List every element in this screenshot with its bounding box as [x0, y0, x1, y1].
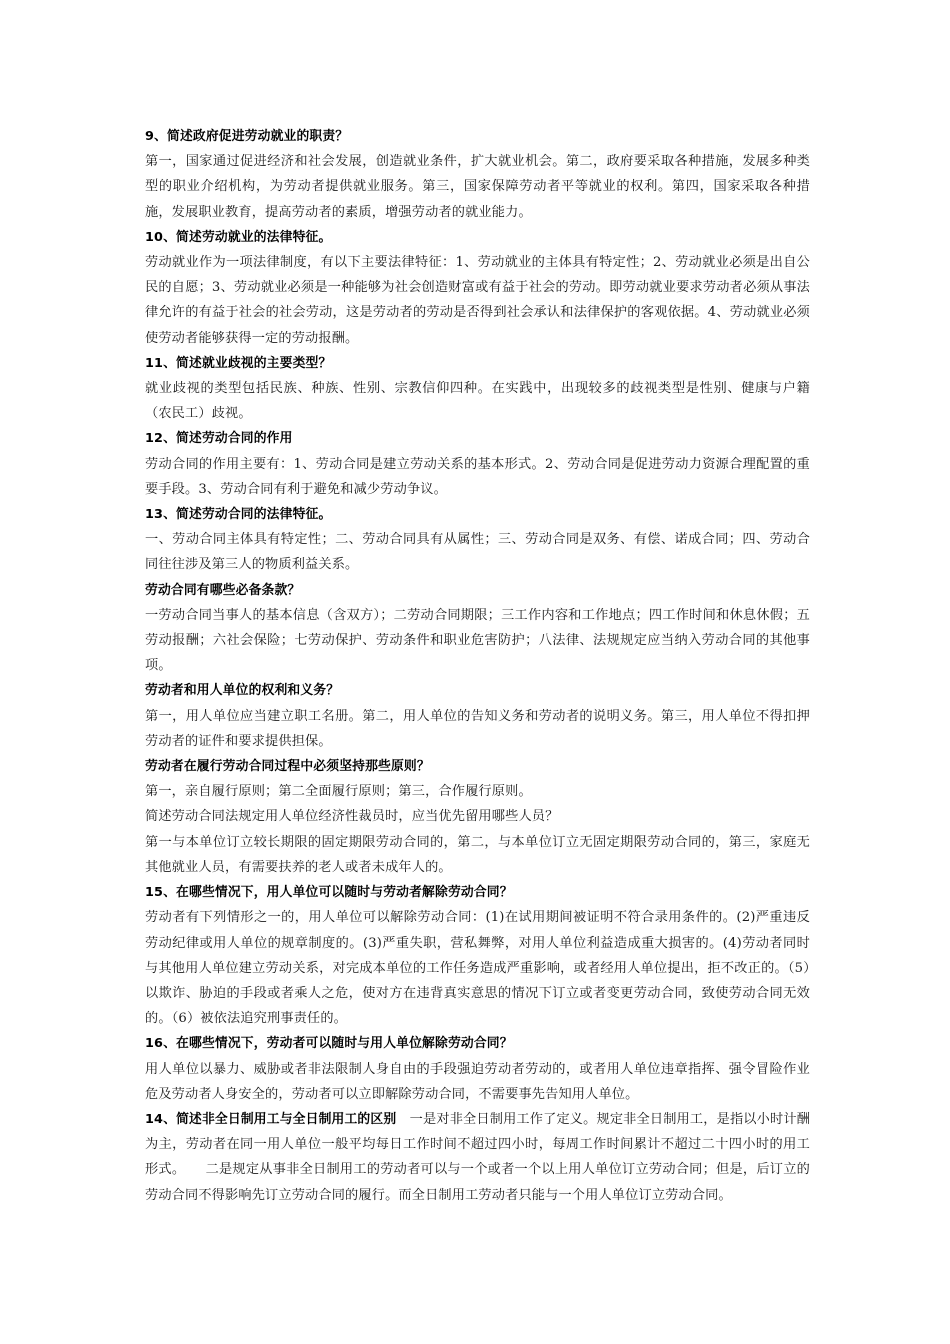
section-heading-16: 16、在哪些情况下，劳动者可以随时与用人单位解除劳动合同？: [145, 1036, 513, 1052]
section-subquestion-layoffs: 简述劳动合同法规定用人单位经济性裁员时，应当优先留用哪些人员？: [145, 809, 559, 825]
section-heading-9: 9、简述政府促进劳动就业的职责？: [145, 129, 349, 144]
section-heading-principles: 劳动者在履行劳动合同过程中必须坚持那些原则？: [145, 759, 430, 775]
section-14: [145, 1107, 810, 1208]
section-body-layoffs: 第一与本单位订立较长期限的固定期限劳动合同的，第二，与本单位订立无固定期限劳动合同的，第三，家庭无其他就业人员，有需要扶养的老人或者未成年人的。: [145, 834, 810, 875]
section-body-16: 用人单位以暴力、威胁或者非法限制人身自由的手段强迫劳动者劳动的，或者用人单位违章指挥、强令冒险作业危及劳动者人身安全的，劳动者可以立即解除劳动合同，不需要事先告知用人单位。: [145, 1061, 810, 1102]
section-heading-required-clauses: 劳动合同有哪些必备条款？: [145, 582, 301, 598]
section-heading-13: 13、简述劳动合同的法律特征。: [145, 507, 332, 523]
section-heading-11: 11、简述就业歧视的主要类型？: [145, 355, 332, 371]
section-body-rights-duties: 第一，用人单位应当建立职工名册。第二，用人单位的告知义务和劳动者的说明义务。第三，用人单位不得扣押劳动者的证件和要求提供担保。: [145, 708, 810, 749]
section-heading-10: 10、简述劳动就业的法律特征。: [145, 229, 332, 245]
section-body-14: 一是对非全日制用工作了定义。规定非全日制用工，是指以小时计酬为主，劳动者在同一用人单位一般平均每日工作时间不超过四小时，每周工作时间累计不超过二十四小时的用工形式。 二是规定从事非全日制用工的劳动者可以与一个或者一个以上用人单位订立劳动合同；但是，后订立的劳动合同不得影响先订立劳动合同的履行。而全日制用工劳动者只能与一个用人单位订立劳动合同。: [145, 1111, 811, 1203]
section-body-principles: 第一，亲自履行原则；第二全面履行原则；第三，合作履行原则。: [145, 784, 532, 800]
section-heading-rights-duties: 劳动者和用人单位的权利和义务？: [145, 683, 340, 699]
section-heading-15: 15、在哪些情况下，用人单位可以随时与劳动者解除劳动合同？: [145, 885, 513, 901]
section-body-13: 一、劳动合同主体具有特定性；二、劳动合同具有从属性；三、劳动合同是双务、有偿、诺成合同；四、劳动合同往往涉及第三人的物质利益关系。: [145, 532, 810, 573]
section-body-10: 劳动就业作为一项法律制度，有以下主要法律特征：1、劳动就业的主体具有特定性；2、劳动就业必须是出自公民的自愿；3、劳动就业必须是一种能够为社会创造财富或有益于社会的劳动。即劳动就业要求劳动者必须从事法律允许的有益于社会的社会劳动，这是劳动者的劳动是否得到社会承认和法律保护的客观依据。4、劳动就业必须使劳动者能够获得一定的劳动报酬。: [145, 255, 810, 346]
section-body-required-clauses: 一劳动合同当事人的基本信息（含双方）；二劳动合同期限；三工作内容和工作地点；四工作时间和休息休假；五劳动报酬；六社会保险；七劳动保护、劳动条件和职业危害防护；八法律、法规规定应当纳入劳动合同的其他事项。: [145, 607, 810, 674]
section-heading-14: 14、简述非全日制用工与全日制用工的区别: [145, 1111, 397, 1127]
document-page: [145, 124, 810, 1208]
section-body-9: 第一，国家通过促进经济和社会发展，创造就业条件，扩大就业机会。第二，政府要采取各种措施，发展多种类型的职业介绍机构，为劳动者提供就业服务。第三，国家保障劳动者平等就业的权利。第四，国家采取各种措施，发展职业教育，提高劳动者的素质，增强劳动者的就业能力。: [145, 154, 810, 220]
section-body-11: 就业歧视的类型包括民族、种族、性别、宗教信仰四种。在实践中，出现较多的歧视类型是性别、健康与户籍（农民工）歧视。: [145, 381, 810, 422]
section-body-15: 劳动者有下列情形之一的，用人单位可以解除劳动合同：(1)在试用期间被证明不符合录用条件的。(2)严重违反劳动纪律或用人单位的规章制度的。(3)严重失职，营私舞弊，对用人单位利益造成重大损害的。(4)劳动者同时与其他用人单位建立劳动关系，对完成本单位的工作任务造成严重影响，或者经用人单位提出，拒不改正的。（5）以欺诈、胁迫的手段或者乘人之危，使对方在违背真实意思的情况下订立或者变更劳动合同，致使劳动合同无效的。（6）被依法追究刑事责任的。: [145, 910, 810, 1027]
section-body-12: 劳动合同的作用主要有：1、劳动合同是建立劳动关系的基本形式。2、劳动合同是促进劳动力资源合理配置的重要手段。3、劳动合同有利于避免和减少劳动争议。: [145, 456, 810, 497]
section-heading-12: 12、简述劳动合同的作用: [145, 431, 293, 447]
